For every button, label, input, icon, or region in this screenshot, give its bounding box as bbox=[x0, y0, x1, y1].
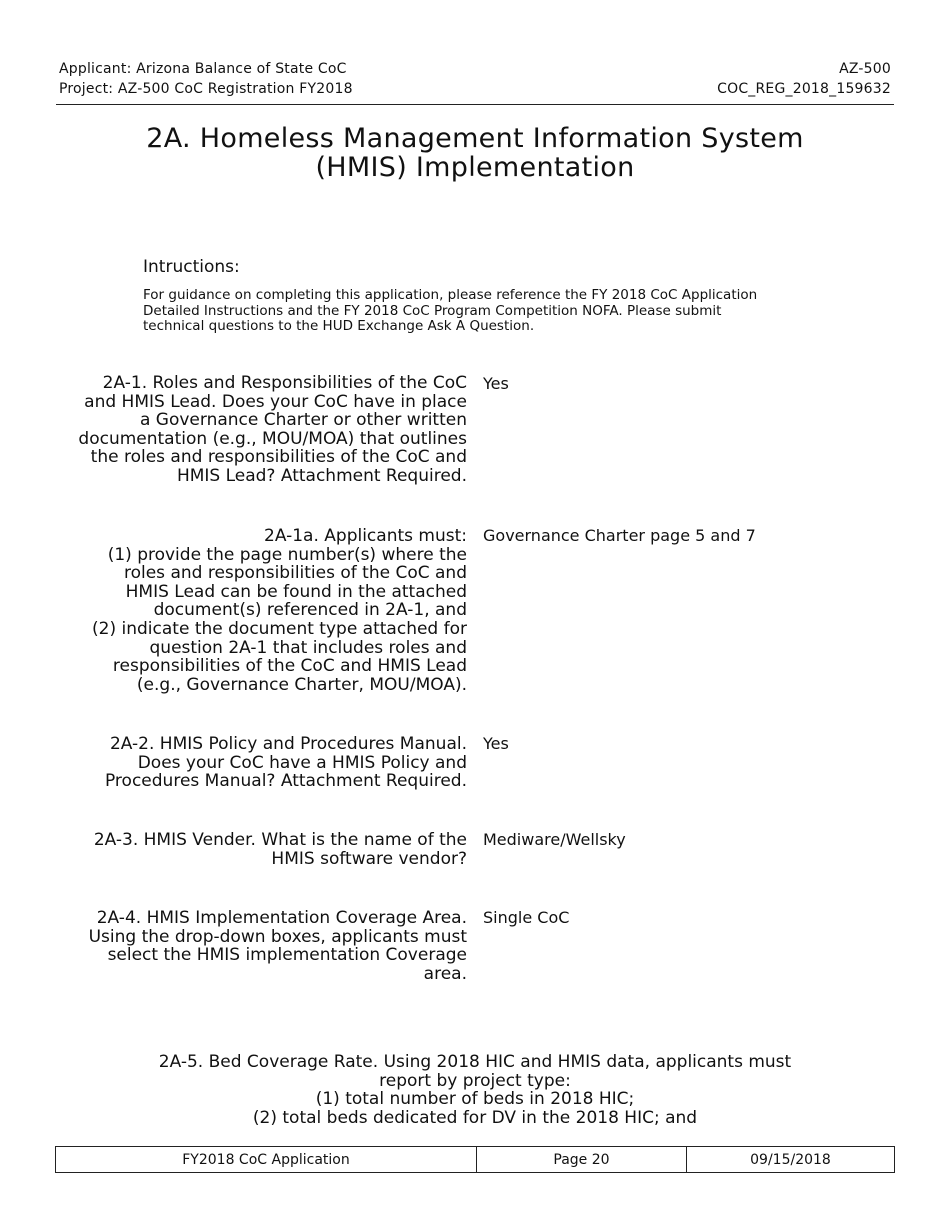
question-line: responsibilities of the CoC and HMIS Lead bbox=[112, 656, 467, 677]
footer-application: FY2018 CoC Application bbox=[56, 1147, 477, 1172]
page-footer bbox=[55, 1146, 895, 1173]
question-line: 2A-5. Bed Coverage Rate. Using 2018 HIC and HMIS data, applicants must bbox=[158, 1052, 792, 1072]
question-line: 2A-1. Roles and Responsibilities of the CoC bbox=[102, 373, 467, 393]
question-line: a Governance Charter or other written bbox=[139, 410, 467, 431]
question-line: (2) indicate the document type attached for bbox=[92, 618, 467, 639]
answer-2a-2: Yes bbox=[483, 734, 509, 753]
coc-id: AZ-500 bbox=[839, 61, 891, 77]
question-line: roles and responsibilities of the CoC and bbox=[123, 563, 467, 584]
question-line: Does your CoC have a HMIS Policy and bbox=[137, 752, 467, 773]
header-left bbox=[59, 59, 353, 99]
question-line: select the HMIS implementation Coverage bbox=[107, 945, 467, 966]
question-line: question 2A-1 that includes roles and bbox=[149, 637, 467, 658]
question-line: the roles and responsibilities of the CoC and bbox=[90, 447, 467, 468]
instructions-label: Intructions: bbox=[143, 257, 240, 277]
question-line: area. bbox=[423, 963, 467, 984]
question-line: 2A-4. HMIS Implementation Coverage Area. bbox=[96, 908, 467, 928]
question-line: documentation (e.g., MOU/MOA) that outlines bbox=[78, 428, 467, 449]
question-line: HMIS Lead can be found in the attached bbox=[125, 581, 467, 602]
question-line: HMIS software vendor? bbox=[271, 848, 467, 869]
answer-2a-1: Yes bbox=[483, 374, 509, 393]
header-divider bbox=[56, 104, 894, 105]
question-2a-4 bbox=[56, 909, 467, 983]
footer-date: 09/15/2018 bbox=[750, 1151, 831, 1168]
question-line: and HMIS Lead. Does your CoC have in place bbox=[84, 391, 467, 412]
answer-2a-4: Single CoC bbox=[483, 908, 570, 927]
question-2a-1a bbox=[56, 527, 467, 694]
question-line: report by project type: bbox=[379, 1070, 571, 1091]
instructions-text bbox=[143, 288, 793, 335]
question-line: (1) provide the page number(s) where the bbox=[107, 544, 467, 565]
question-line: Using the drop-down boxes, applicants must bbox=[88, 926, 467, 947]
question-line: document(s) referenced in 2A-1, and bbox=[153, 600, 467, 621]
instructions-line: For guidance on completing this application, please reference the FY 2018 CoC Application bbox=[143, 287, 758, 303]
question-2a-1 bbox=[56, 374, 467, 486]
answer-2a-1a: Governance Charter page 5 and 7 bbox=[483, 526, 756, 545]
question-2a-2 bbox=[56, 735, 467, 791]
page-title bbox=[100, 124, 850, 182]
question-line: (e.g., Governance Charter, MOU/MOA). bbox=[136, 674, 467, 695]
registration-id: COC_REG_2018_159632 bbox=[717, 81, 891, 97]
answer-2a-3: Mediware/Wellsky bbox=[483, 830, 626, 849]
question-line: 2A-1a. Applicants must: bbox=[264, 526, 467, 546]
question-2a-3 bbox=[56, 831, 467, 868]
question-line: (2) total beds dedicated for DV in the 2018 HIC; and bbox=[252, 1107, 698, 1128]
question-line: (1) total number of beds in 2018 HIC; bbox=[315, 1089, 635, 1110]
header-right bbox=[717, 59, 891, 99]
project-name: Project: AZ-500 CoC Registration FY2018 bbox=[59, 81, 353, 97]
instructions-line: technical questions to the HUD Exchange Ask A Question. bbox=[143, 318, 535, 334]
page-title-line: (HMIS) Implementation bbox=[315, 152, 635, 183]
question-line: HMIS Lead? Attachment Required. bbox=[176, 465, 467, 486]
applicant-name: Applicant: Arizona Balance of State CoC bbox=[59, 61, 347, 77]
instructions-line: Detailed Instructions and the FY 2018 CoC Program Competition NOFA. Please submit bbox=[143, 302, 722, 319]
footer-page-number: Page 20 bbox=[477, 1147, 687, 1172]
question-line: 2A-2. HMIS Policy and Procedures Manual. bbox=[109, 734, 467, 754]
question-2a-5 bbox=[100, 1053, 850, 1127]
page-title-line: 2A. Homeless Management Information System bbox=[146, 123, 804, 154]
question-line: 2A-3. HMIS Vender. What is the name of the bbox=[93, 830, 467, 850]
question-line: Procedures Manual? Attachment Required. bbox=[104, 771, 467, 792]
